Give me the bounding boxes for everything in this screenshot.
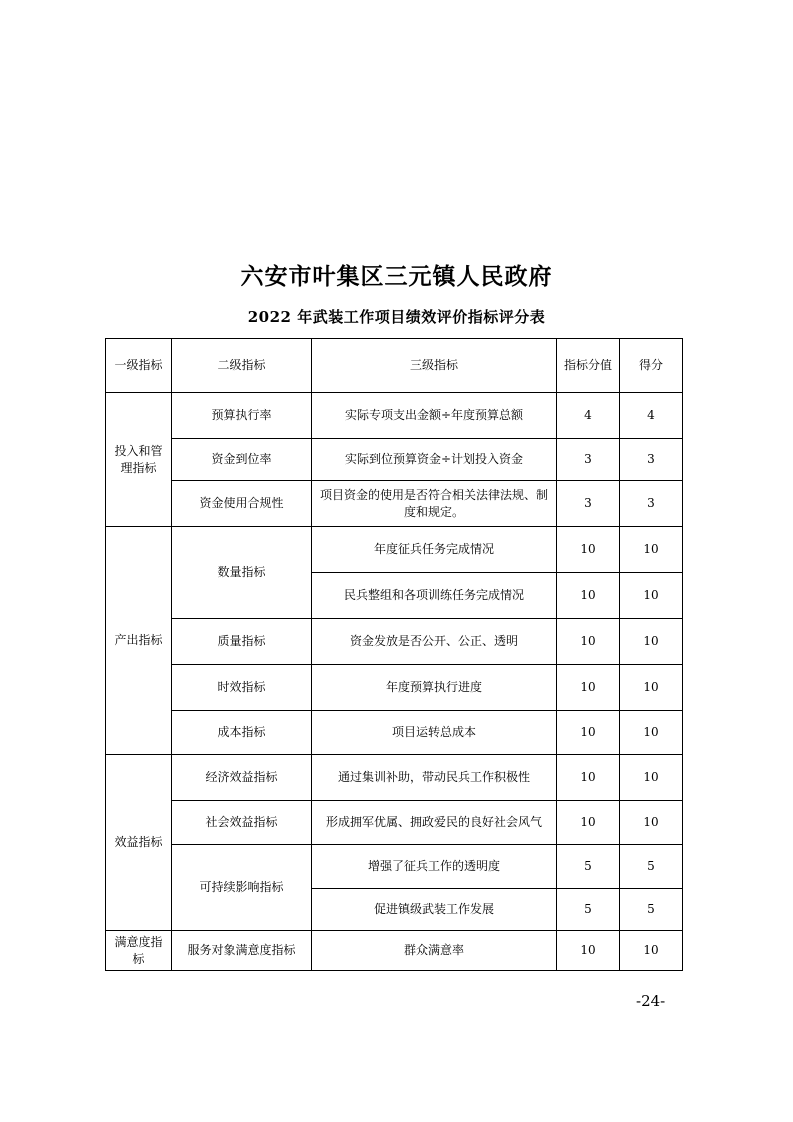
score-cell: 10 xyxy=(620,527,683,573)
page-number: -24- xyxy=(636,992,666,1010)
table-row xyxy=(106,801,683,845)
score-cell: 10 xyxy=(620,711,683,755)
table-row xyxy=(106,527,683,573)
third-cell: 年度征兵任务完成情况 xyxy=(312,527,557,573)
max-score-cell: 4 xyxy=(557,393,620,439)
sub-cell: 社会效益指标 xyxy=(172,801,312,845)
score-cell: 10 xyxy=(620,931,683,971)
sub-cell: 资金使用合规性 xyxy=(172,481,312,527)
header-max-score: 指标分值 xyxy=(557,339,620,393)
max-score-cell: 10 xyxy=(557,755,620,801)
score-cell: 3 xyxy=(620,439,683,481)
third-cell: 民兵整组和各项训练任务完成情况 xyxy=(312,573,557,619)
table-row xyxy=(106,393,683,439)
sub-cell: 经济效益指标 xyxy=(172,755,312,801)
table-row xyxy=(106,481,683,527)
sub-cell: 资金到位率 xyxy=(172,439,312,481)
max-score-cell: 10 xyxy=(557,619,620,665)
score-cell: 5 xyxy=(620,889,683,931)
third-cell: 项目运转总成本 xyxy=(312,711,557,755)
third-cell: 通过集训补助，带动民兵工作积极性 xyxy=(312,755,557,801)
max-score-cell: 10 xyxy=(557,573,620,619)
score-cell: 3 xyxy=(620,481,683,527)
sub-cell: 成本指标 xyxy=(172,711,312,755)
sub-cell: 可持续影响指标 xyxy=(172,845,312,931)
score-cell: 5 xyxy=(620,845,683,889)
header-level3: 三级指标 xyxy=(312,339,557,393)
table-row xyxy=(106,711,683,755)
group-cell: 投入和管理指标 xyxy=(106,393,172,527)
score-cell: 10 xyxy=(620,619,683,665)
sub-cell: 服务对象满意度指标 xyxy=(172,931,312,971)
header-score: 得分 xyxy=(620,339,683,393)
table-header-row xyxy=(106,339,683,393)
third-cell: 促进镇级武装工作发展 xyxy=(312,889,557,931)
table-row xyxy=(106,755,683,801)
score-cell: 10 xyxy=(620,755,683,801)
max-score-cell: 10 xyxy=(557,665,620,711)
max-score-cell: 3 xyxy=(557,481,620,527)
sub-cell: 时效指标 xyxy=(172,665,312,711)
third-cell: 年度预算执行进度 xyxy=(312,665,557,711)
group-cell: 效益指标 xyxy=(106,755,172,931)
max-score-cell: 5 xyxy=(557,889,620,931)
score-cell: 10 xyxy=(620,665,683,711)
third-cell: 项目资金的使用是否符合相关法律法规、制度和规定。 xyxy=(312,481,557,527)
score-cell: 10 xyxy=(620,801,683,845)
table-row xyxy=(106,439,683,481)
sub-cell: 预算执行率 xyxy=(172,393,312,439)
table-row xyxy=(106,619,683,665)
table-title: 2022 年武装工作项目绩效评价指标评分表 xyxy=(247,308,546,326)
table-row xyxy=(106,845,683,889)
sub-cell: 质量指标 xyxy=(172,619,312,665)
group-cell: 产出指标 xyxy=(106,527,172,755)
table-row xyxy=(106,931,683,971)
max-score-cell: 3 xyxy=(557,439,620,481)
header-level1: 一级指标 xyxy=(106,339,172,393)
max-score-cell: 10 xyxy=(557,711,620,755)
max-score-cell: 10 xyxy=(557,801,620,845)
score-cell: 10 xyxy=(620,573,683,619)
third-cell: 群众满意率 xyxy=(312,931,557,971)
third-cell: 资金发放是否公开、公正、透明 xyxy=(312,619,557,665)
max-score-cell: 10 xyxy=(557,931,620,971)
header-level2: 二级指标 xyxy=(172,339,312,393)
table-row xyxy=(106,665,683,711)
group-cell: 满意度指标 xyxy=(106,931,172,971)
third-cell: 实际到位预算资金÷计划投入资金 xyxy=(312,439,557,481)
max-score-cell: 10 xyxy=(557,527,620,573)
max-score-cell: 5 xyxy=(557,845,620,889)
sub-cell: 数量指标 xyxy=(172,527,312,619)
third-cell: 形成拥军优属、拥政爱民的良好社会风气 xyxy=(312,801,557,845)
third-cell: 增强了征兵工作的透明度 xyxy=(312,845,557,889)
score-cell: 4 xyxy=(620,393,683,439)
evaluation-table xyxy=(105,338,683,971)
page-title: 六安市叶集区三元镇人民政府 xyxy=(240,263,553,290)
third-cell: 实际专项支出金额÷年度预算总额 xyxy=(312,393,557,439)
